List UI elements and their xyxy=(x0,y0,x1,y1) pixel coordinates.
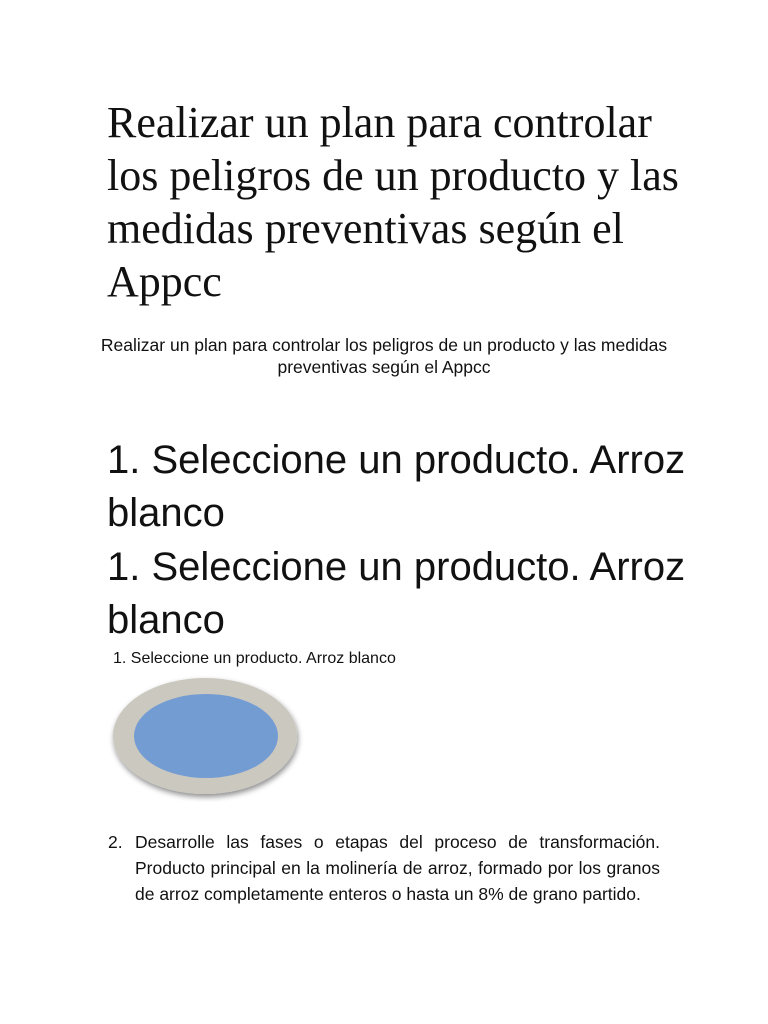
document-title: Realizar un plan para controlar los peligros de un producto y las medidas preventivas según el Appcc xyxy=(107,98,679,306)
document-subtitle: Realizar un plan para controlar los peligros de un producto y las medidas preventivas según el Appcc xyxy=(100,335,668,377)
step-1-heading-repeat: 1. Seleccione un producto. Arroz blanco xyxy=(107,545,686,642)
step-1-heading: 1. Seleccione un producto. Arroz blanco xyxy=(107,438,686,535)
inner-ellipse xyxy=(134,694,278,778)
step-1-text: 1. Seleccione un producto. Arroz blanco xyxy=(113,650,396,667)
step-2-number: 2. xyxy=(108,832,123,852)
step-2-paragraph xyxy=(108,829,660,907)
oval-shape-icon xyxy=(108,674,306,802)
step-2-text: Desarrolle las fases o etapas del proceso de transformación. Producto principal en la molinería de arroz, formado por los granos de arroz completamente enteros o hasta un 8% de grano partido. xyxy=(135,832,660,904)
